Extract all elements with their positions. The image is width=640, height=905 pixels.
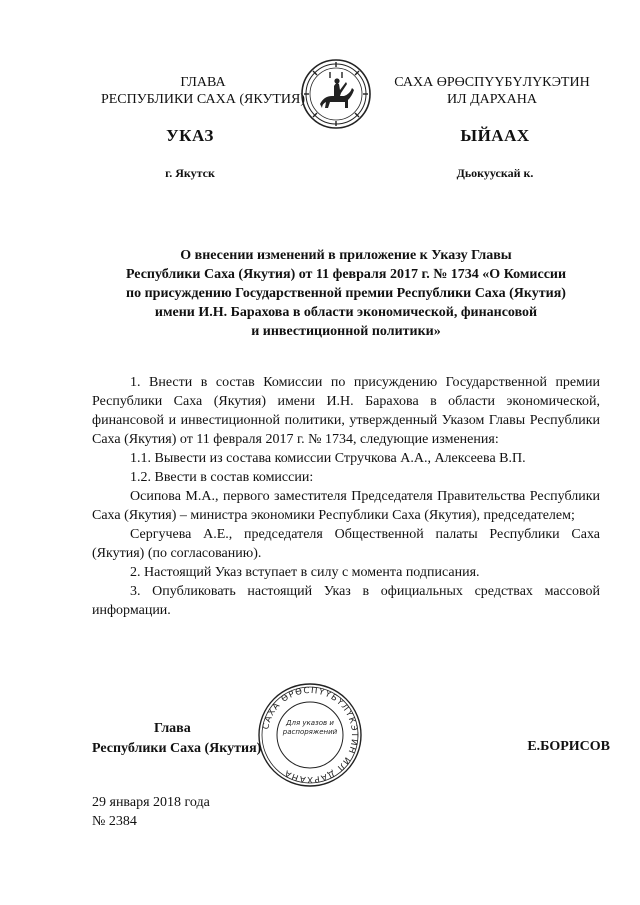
coat-of-arms-icon [300,58,372,130]
paragraph-1-1: 1.1. Вывести из состава комиссии Стручкова А.А., Алексеева В.П. [130,451,526,466]
paragraph-3: 3. Опубликовать настоящий Указ в официальных средствах массовой информации. [92,584,600,618]
paragraph-1-2-b: Сергучева А.Е., председателя Общественной палаты Республики Саха (Якутия) (по согласованию). [92,527,600,561]
title-line: по присуждению Государственной премии Республики Саха (Якутия) [126,286,566,301]
seal-ring-text: САХА ӨРӨСПҮҮБҮЛҮКЭТИН ИЛ ДАРХАНА [261,685,360,785]
document-date: 29 января 2018 года [92,795,210,810]
header-right [382,74,602,108]
paragraph-1-2-a: Осипова М.А., первого заместителя Председателя Правительства Республики Саха (Якутия) – министра экономики Республики Саха (Якутия), председателем; [92,489,600,523]
paragraph-1-2: 1.2. Ввести в состав комиссии: [130,470,314,485]
signature-name: Е.БОРИСОВ [527,739,610,754]
city-right: Дьокуускай к. [456,166,534,180]
document-title [92,246,600,341]
paragraph-2: 2. Настоящий Указ вступает в силу с момента подписания. [130,565,480,580]
paragraph-1: 1. Внести в состав Комиссии по присуждению Государственной премии Республики Саха (Якутия) имени И.Н. Барахова в области экономической, финансовой и инвестиционной политики, утвержденный Указом Главы Республики Саха (Якутия) от 11 февраля 2017 г. № 1734, следующие изменения: [92,375,600,447]
document-body [92,373,600,620]
signature-title-line1: Глава [154,721,191,736]
signature-title [92,719,282,759]
header-left-line1: ГЛАВА [180,75,226,90]
header-right-line2: ИЛ ДАРХАНА [446,92,537,107]
title-line: Республики Саха (Якутия) от 11 февраля 2017 г. № 1734 «О Комиссии [125,267,567,282]
city-left: г. Якутск [165,166,215,180]
title-line: имени И.Н. Барахова в области экономической, финансовой [154,305,538,320]
doc-type-left: УКАЗ [166,126,214,145]
doc-type-right: ЫЙААХ [460,126,530,145]
header-left-line2: РЕСПУБЛИКИ САХА (ЯКУТИЯ) [100,92,306,107]
title-line: О внесении изменений в приложение к Указу Главы [180,248,512,263]
header-right-line1: САХА ӨРӨСПҮҮБҮЛҮКЭТИН [394,75,590,90]
signature-title-line2: Республики Саха (Якутия) [92,741,262,756]
title-line: и инвестиционной политики» [251,324,441,339]
seal-center-text: Для указов и распоряжений [282,719,338,736]
header-left [88,74,318,108]
document-date-block [92,793,342,831]
document-number: № 2384 [92,814,137,829]
